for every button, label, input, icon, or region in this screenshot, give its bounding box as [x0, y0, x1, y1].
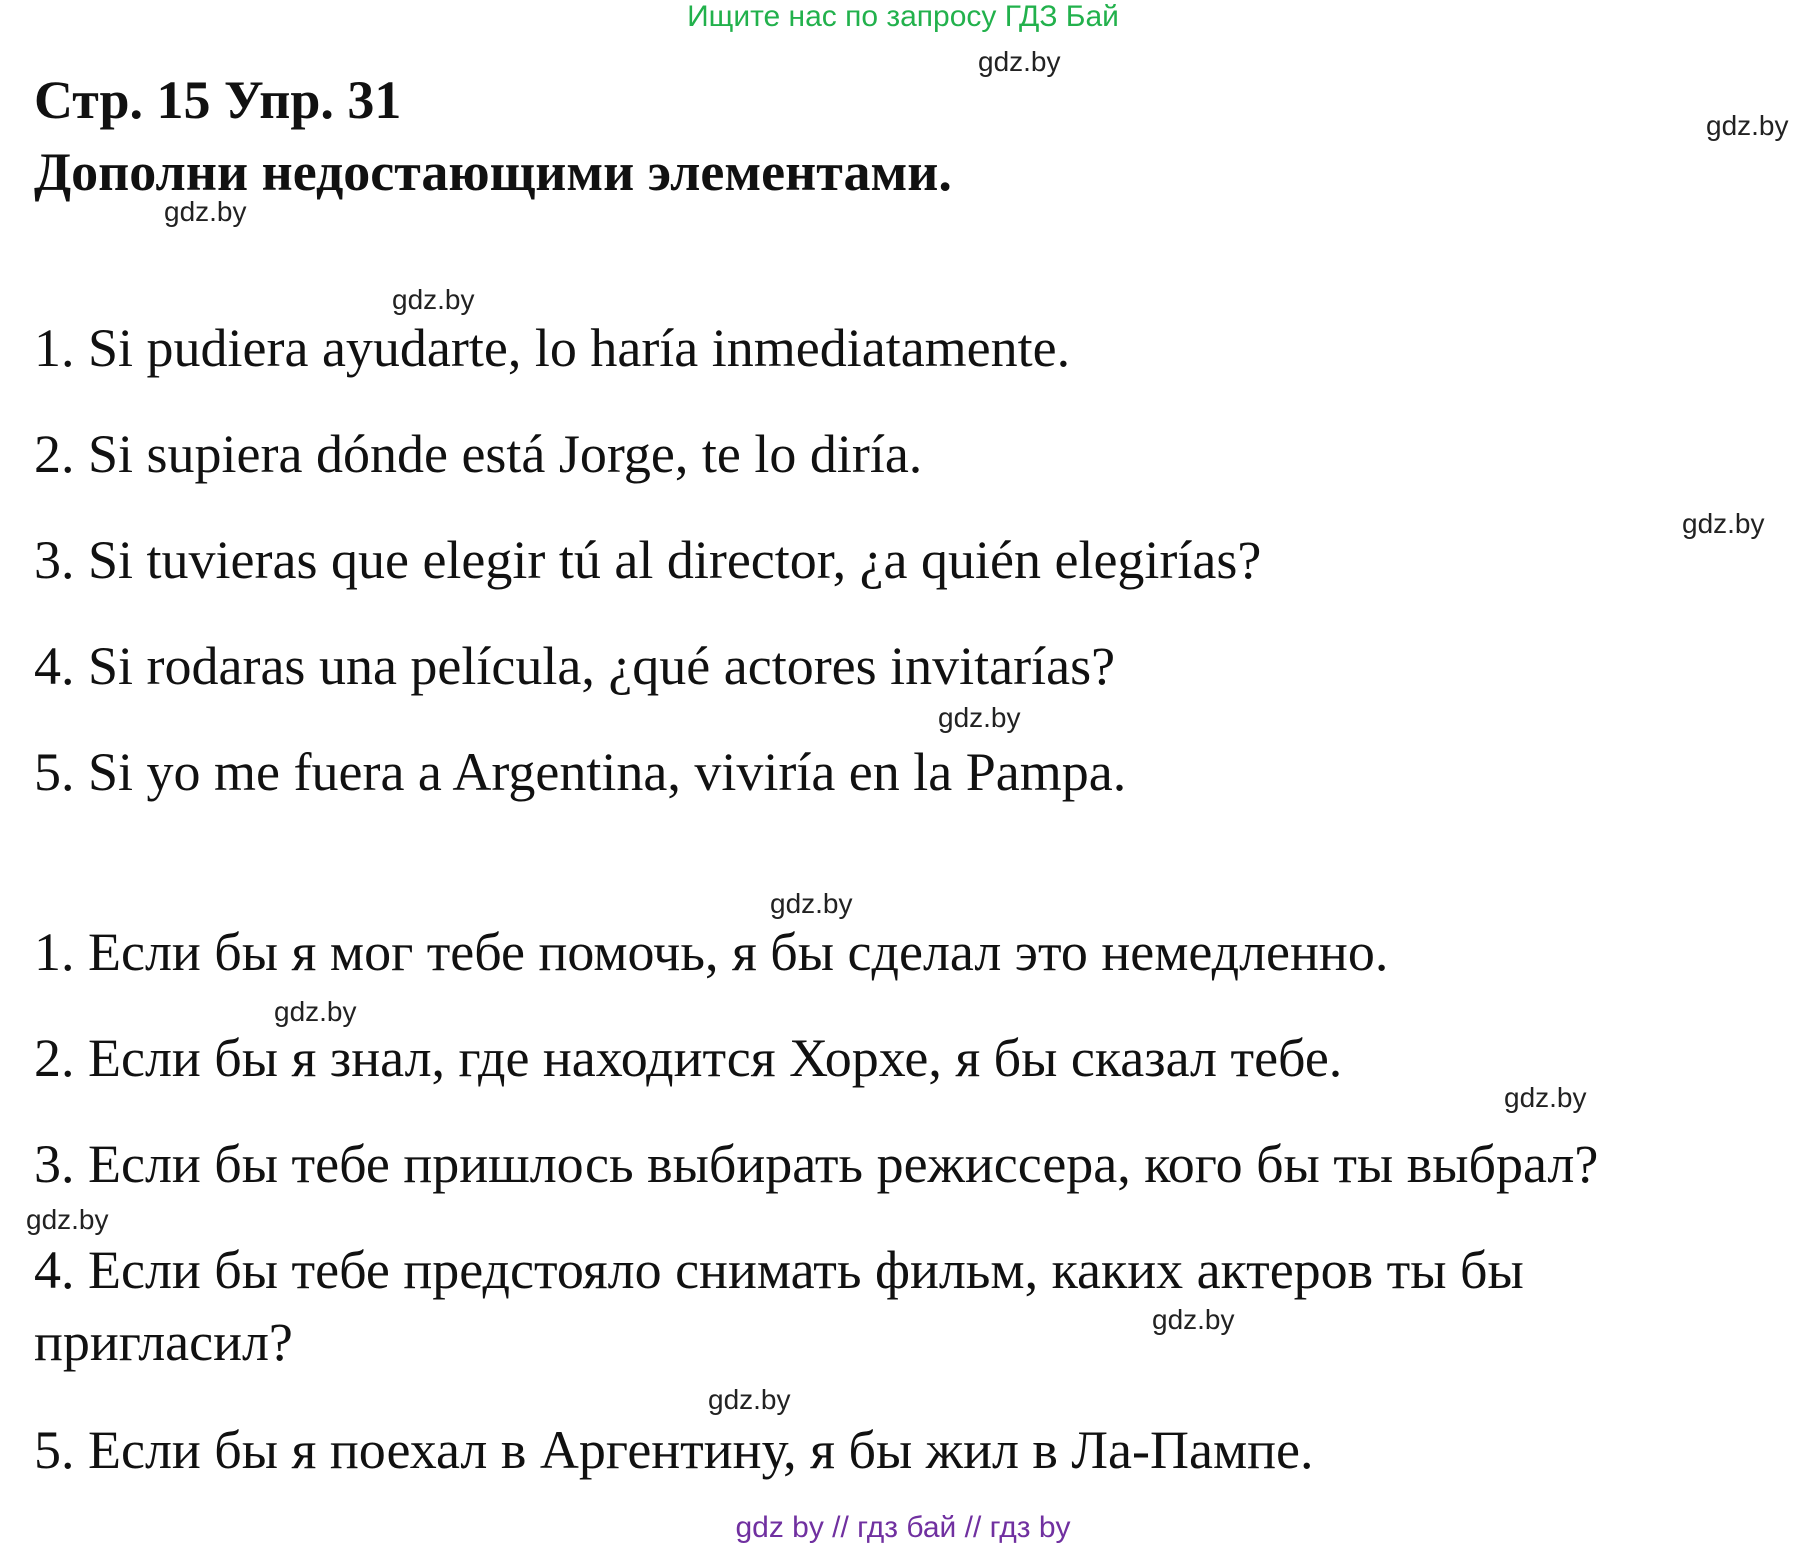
watermark: gdz.by	[1504, 1082, 1587, 1113]
list-item: 5. Si yo me fuera a Argentina, viviría en la Pampa.	[34, 742, 1127, 802]
list-item: 4. Если бы тебе предстояло снимать фильм, каких актеров ты бы	[34, 1240, 1524, 1300]
watermark: gdz.by	[938, 702, 1021, 733]
watermark: gdz.by	[1152, 1304, 1235, 1335]
watermark: gdz.by	[26, 1204, 109, 1235]
list-item: 2. Si supiera dónde está Jorge, te lo diría.	[34, 424, 923, 484]
footer-links: gdz by // гдз бай // гдз by	[735, 1511, 1071, 1544]
watermark: gdz.by	[770, 888, 853, 919]
search-banner: Ищите нас по запросу ГДЗ Бай	[687, 0, 1119, 33]
watermark: gdz.by	[164, 196, 247, 227]
list-item: 5. Если бы я поехал в Аргентину, я бы жил в Ла-Пампе.	[34, 1420, 1314, 1480]
watermark: gdz.by	[392, 284, 475, 315]
list-item-continuation: пригласил?	[34, 1312, 293, 1372]
task-instruction: Дополни недостающими элементами.	[34, 142, 952, 202]
list-item: 4. Si rodaras una película, ¿qué actores invitarías?	[34, 636, 1116, 696]
watermark: gdz.by	[274, 996, 357, 1027]
watermark: gdz.by	[978, 46, 1061, 77]
watermark: gdz.by	[1682, 508, 1765, 539]
page-title: Стр. 15 Упр. 31	[34, 70, 402, 130]
list-item: 1. Si pudiera ayudarte, lo haría inmediatamente.	[34, 318, 1071, 378]
list-item: 3. Si tuvieras que elegir tú al director, ¿a quién elegirías?	[34, 530, 1262, 590]
list-item: 3. Если бы тебе пришлось выбирать режиссера, кого бы ты выбрал?	[34, 1134, 1599, 1194]
list-item: 2. Если бы я знал, где находится Хорхе, я бы сказал тебе.	[34, 1028, 1343, 1088]
watermark: gdz.by	[708, 1384, 791, 1415]
list-item: 1. Если бы я мог тебе помочь, я бы сделал это немедленно.	[34, 922, 1389, 982]
watermark: gdz.by	[1706, 110, 1789, 141]
